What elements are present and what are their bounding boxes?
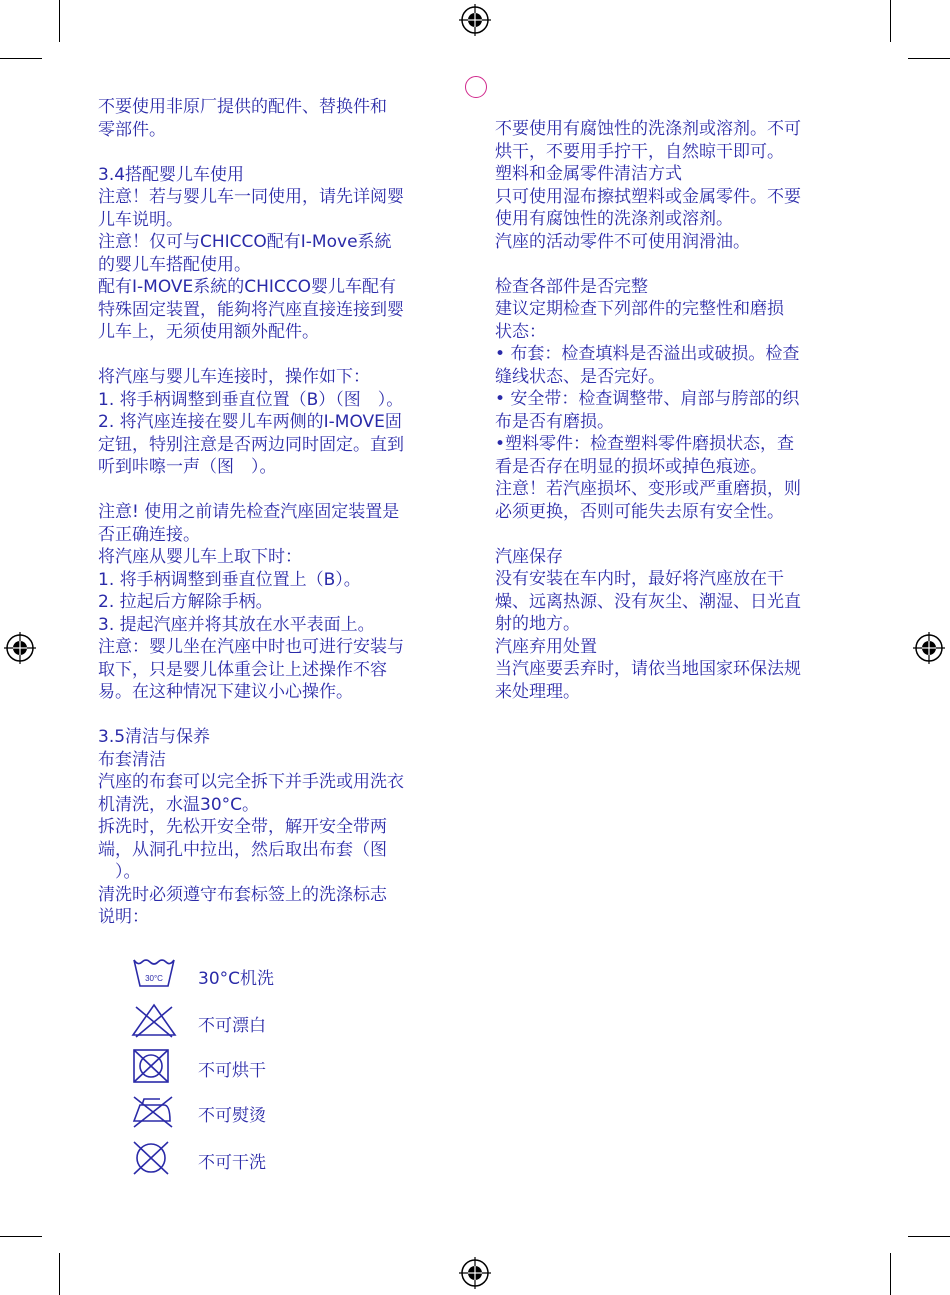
registration-mark-icon	[459, 1257, 491, 1289]
wash-symbol-row	[130, 1003, 430, 1043]
paragraph-detach-steps: 注意! 使用之前请先检查汽座固定装置是 否正确连接。 将汽座从婴儿车上取下时： 1. 将手柄调整到垂直位置上（B）。 2. 拉起后方解除手柄。 3. 提起汽座并将其放在水平表面上。 注意：婴儿坐在汽座中时也可进行安装与 取下，只是婴儿体重会让上述操作不容 易。在这种情况下建议小心操作。	[98, 502, 404, 702]
crop-mark	[0, 1236, 42, 1237]
no-bleach-icon	[130, 1003, 178, 1039]
crop-mark	[59, 0, 60, 42]
paragraph-cleaning: 3.5清洁与保养 布套清洁 汽座的布套可以完全拆下并手洗或用洗衣 机清洗，水温30°C。 拆洗时，先松开安全带，解开安全带两 端，从洞孔中拉出，然后取出布套（图 ）。 清洗时必须遵守布套标签上的洗涤标志 说明：	[98, 727, 404, 927]
crop-mark	[59, 1253, 60, 1295]
no-tumble-dry-label: 不可烘干	[198, 1061, 266, 1081]
registration-mark-icon	[913, 632, 945, 664]
no-dry-clean-icon	[130, 1140, 178, 1176]
paragraph-accessories: 不要使用非原厂提供的配件、替换件和 零部件。	[98, 97, 387, 140]
crop-mark	[908, 1236, 950, 1237]
wash-symbol-row	[130, 1140, 430, 1180]
page-marker-circle-icon	[465, 76, 487, 98]
paragraph-attach-steps: 将汽座与婴儿车连接时，操作如下： 1. 将手柄调整到垂直位置（B）（图 ）。 2. 将汽座连接在婴儿车两侧的I-MOVE固 定钮，特别注意是否两边同时固定。直到 听到咔嚓一声（图 ）。	[98, 367, 404, 477]
crop-mark	[890, 1253, 891, 1295]
wash-30-label: 30°C机洗	[198, 969, 275, 989]
right-column	[495, 118, 847, 703]
wash-30-icon	[130, 956, 178, 992]
crop-mark	[890, 0, 891, 42]
no-tumble-dry-icon	[130, 1048, 178, 1084]
registration-mark-icon	[459, 4, 491, 36]
svg-text:30°C: 30°C	[145, 974, 163, 983]
paragraph-storage-disposal: 汽座保存 没有安装在车内时，最好将汽座放在干 燥、远离热源、没有灰尘、潮湿、日光直 射的地方。 汽座弃用处置 当汽座要丢弃时，请依当地国家环保法规 来处理理。	[495, 546, 801, 702]
wash-symbol-row	[130, 1048, 430, 1088]
no-bleach-label: 不可漂白	[198, 1016, 266, 1036]
no-iron-label: 不可熨烫	[198, 1106, 266, 1126]
registration-mark-icon	[4, 632, 36, 664]
crop-mark	[0, 58, 42, 59]
no-iron-icon	[130, 1093, 178, 1129]
paragraph-inspection: 检查各部件是否完整 建议定期检查下列部件的完整性和磨损 状态： • 布套：检查填料是否溢出或破损。检查 缝线状态、是否完好。 • 安全带：检查调整带、肩部与胯部的织 布是否有磨损。 •塑料零件：检查塑料零件磨损状态，查 看是否存在明显的损坏或掉色痕迹。 注意！若汽座损坏、变形或严重磨损，则 必须更换，否则可能失去原有安全性。	[495, 276, 801, 522]
crop-mark	[908, 58, 950, 59]
wash-symbol-row	[130, 956, 430, 996]
paragraph-stroller-use: 3.4搭配婴儿车使用 注意！若与婴儿车一同使用，请先详阅婴 儿车说明。 注意！仅可与CHICCO配有I-Move系統 的婴儿车搭配使用。 配有I-MOVE系統的CHICCO婴儿车配有 特殊固定装置，能夠将汽座直接连接到婴 儿车上，无须使用额外配件。	[98, 164, 404, 342]
left-column	[98, 96, 453, 929]
wash-symbol-row	[130, 1093, 430, 1133]
no-dry-clean-label: 不可干洗	[198, 1153, 266, 1173]
paragraph-detergent: 不要使用有腐蚀性的洗涤剂或溶剂。不可 烘干，不要用手拧干，自然晾干即可。 塑料和金属零件清洁方式 只可使用湿布擦拭塑料或金属零件。不要 使用有腐蚀性的洗涤剂或溶剂。 汽座的活动零件不可使用润滑油。	[495, 119, 801, 252]
